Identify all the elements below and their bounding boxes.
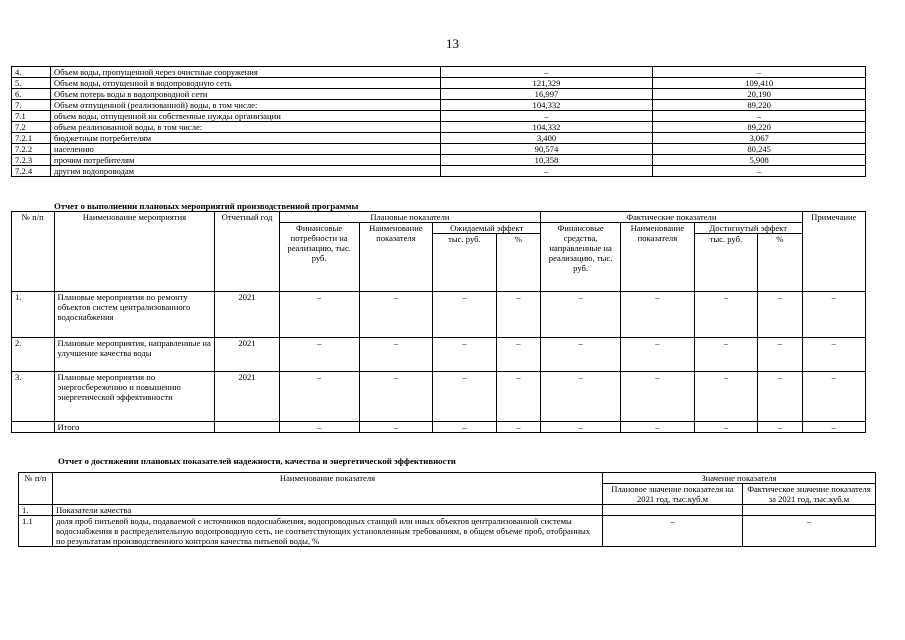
dash-cell: – xyxy=(541,422,621,433)
dash-cell: – xyxy=(694,338,757,372)
dash-cell: – xyxy=(802,338,865,372)
planned-header: Плановые показатели xyxy=(279,212,540,223)
fact-value: 89,220 xyxy=(653,122,866,133)
row-name: бюджетным потребителям xyxy=(50,133,440,144)
plan-value: – xyxy=(440,111,653,122)
measure-name: Плановые мероприятия, направленные на улучшение качества воды xyxy=(54,338,215,372)
indicator-fact xyxy=(743,505,876,516)
measure-name: Плановые мероприятия по энергосбережению и повышению энергетической эффективности xyxy=(54,372,215,422)
table-row xyxy=(12,133,866,144)
dash-cell: – xyxy=(802,422,865,433)
row-number: 7. xyxy=(12,100,51,111)
fact-ind-header: Наименование показателя xyxy=(621,223,695,292)
indicator-name: Показатели качества xyxy=(53,505,603,516)
dash-cell: – xyxy=(359,372,433,422)
row-name: Объем отпущенной (реализованной) воды, в том числе: xyxy=(50,100,440,111)
indicator-plan-header: Плановое значение показателя на 2021 год, тыс.куб.м xyxy=(603,484,743,505)
plan-value: 104,332 xyxy=(440,100,653,111)
actual-header: Фактические показатели xyxy=(541,212,802,223)
total-label: Итого xyxy=(54,422,215,433)
plan-value: 90,574 xyxy=(440,144,653,155)
col-name-header: Наименование мероприятия xyxy=(54,212,215,292)
dash-cell: – xyxy=(433,422,496,433)
section-title-indicators: Отчет о достижении плановых показателей надежности, качества и энергетической эффективности xyxy=(58,456,456,466)
dash-cell: – xyxy=(279,422,359,433)
indicator-name-header: Наименование показателя xyxy=(53,473,603,505)
dash-cell: – xyxy=(433,292,496,338)
fact-thous-header: тыс. руб. xyxy=(694,234,757,292)
row-number: 7.1 xyxy=(12,111,51,122)
row-number: 7.2 xyxy=(12,122,51,133)
fact-value: 89,220 xyxy=(653,100,866,111)
fact-value: – xyxy=(653,111,866,122)
table-row xyxy=(12,372,866,422)
indicator-number: 1. xyxy=(19,505,53,516)
measure-number: 3. xyxy=(12,372,55,422)
dash-cell: – xyxy=(694,422,757,433)
dash-cell: – xyxy=(433,372,496,422)
plan-value: 3,400 xyxy=(440,133,653,144)
row-number: 7.2.1 xyxy=(12,133,51,144)
dash-cell: – xyxy=(758,372,803,422)
fact-value: 80,245 xyxy=(653,144,866,155)
measure-year: 2021 xyxy=(215,338,279,372)
row-number: 7.2.3 xyxy=(12,155,51,166)
measure-year: 2021 xyxy=(215,292,279,338)
dash-cell: – xyxy=(802,292,865,338)
dash-cell: – xyxy=(621,292,695,338)
fact-value: 20,190 xyxy=(653,89,866,100)
col-num-header: № п/п xyxy=(12,212,55,292)
table-row xyxy=(12,166,866,177)
plan-value: 16,997 xyxy=(440,89,653,100)
table-row xyxy=(12,338,866,372)
note-header: Примечание xyxy=(802,212,865,292)
fact-value: – xyxy=(653,166,866,177)
dash-cell: – xyxy=(496,422,541,433)
dash-cell: – xyxy=(279,372,359,422)
row-number: 7.2.4 xyxy=(12,166,51,177)
dash-cell: – xyxy=(433,338,496,372)
table-row xyxy=(12,155,866,166)
row-number: 7.2.2 xyxy=(12,144,51,155)
measure-year: 2021 xyxy=(215,372,279,422)
row-name: Объем потерь воды в водопроводной сети xyxy=(50,89,440,100)
program-measures-table xyxy=(11,211,866,433)
row-name: Объем воды, отпущенной в водопроводную сеть xyxy=(50,78,440,89)
total-row xyxy=(12,422,866,433)
fact-value: 109,410 xyxy=(653,78,866,89)
dash-cell: – xyxy=(279,338,359,372)
dash-cell: – xyxy=(496,292,541,338)
total-year xyxy=(215,422,279,433)
table-row xyxy=(12,67,866,78)
plan-value: – xyxy=(440,67,653,78)
dash-cell: – xyxy=(496,372,541,422)
row-number: 4. xyxy=(12,67,51,78)
indicator-value-header: Значение показателя xyxy=(603,473,876,484)
row-name: Объем воды, пропущенной через очистные сооружения xyxy=(50,67,440,78)
indicator-num-header: № п/п xyxy=(19,473,53,505)
table-row xyxy=(12,100,866,111)
row-number: 5. xyxy=(12,78,51,89)
dash-cell: – xyxy=(279,292,359,338)
dash-cell: – xyxy=(496,338,541,372)
plan-effect-header: Ожидаемый эффект xyxy=(433,223,541,234)
dash-cell: – xyxy=(694,292,757,338)
plan-value: 121,329 xyxy=(440,78,653,89)
row-name: объем воды, отпущенной на собственные нужды организации xyxy=(50,111,440,122)
dash-cell: – xyxy=(541,338,621,372)
dash-cell: – xyxy=(758,292,803,338)
plan-pct-header: % xyxy=(496,234,541,292)
table-row xyxy=(19,505,876,516)
dash-cell: – xyxy=(359,422,433,433)
indicator-plan xyxy=(603,505,743,516)
water-volume-table xyxy=(11,66,866,177)
dash-cell: – xyxy=(621,372,695,422)
indicator-name: доля проб питьевой воды, подаваемой с источников водоснабжения, водопроводных станций или иных объектов централизованной системы водоснабжения в распределительную водопроводную сеть, не соответствующих установленным требованиям, в общем объеме проб, отобранных по результатам производственного контроля качества питьевой воды, % xyxy=(53,516,603,547)
indicator-fact: – xyxy=(743,516,876,547)
measure-name: Плановые мероприятия по ремонту объектов систем централизованного водоснабжения xyxy=(54,292,215,338)
plan-fin-header: Финансовые потребности на реализацию, тыс. руб. xyxy=(279,223,359,292)
dash-cell: – xyxy=(802,372,865,422)
indicator-plan: – xyxy=(603,516,743,547)
dash-cell: – xyxy=(621,422,695,433)
indicator-number: 1.1 xyxy=(19,516,53,547)
plan-ind-header: Наименование показателя xyxy=(359,223,433,292)
plan-thous-header: тыс. руб. xyxy=(433,234,496,292)
plan-value: 104,332 xyxy=(440,122,653,133)
table-row xyxy=(12,144,866,155)
row-name: прочим потребителям xyxy=(50,155,440,166)
col-year-header: Отчетный год xyxy=(215,212,279,292)
dash-cell: – xyxy=(541,372,621,422)
section-title-program: Отчет о выполнении плановых мероприятий производственной программы xyxy=(54,201,359,211)
dash-cell: – xyxy=(359,338,433,372)
measure-number: 2. xyxy=(12,338,55,372)
table-row xyxy=(12,122,866,133)
dash-cell: – xyxy=(541,292,621,338)
dash-cell: – xyxy=(758,338,803,372)
indicator-fact-header: Фактическое значение показателя за 2021 год, тыс.куб.м xyxy=(743,484,876,505)
table-row xyxy=(12,111,866,122)
fact-value: 3,067 xyxy=(653,133,866,144)
fact-effect-header: Достигнутый эффект xyxy=(694,223,802,234)
row-name: населению xyxy=(50,144,440,155)
fact-fin-header: Финансовые средства, направленные на реализацию, тыс. руб. xyxy=(541,223,621,292)
table-row xyxy=(12,89,866,100)
fact-pct-header: % xyxy=(758,234,803,292)
dash-cell: – xyxy=(694,372,757,422)
table-row xyxy=(19,516,876,547)
total-num xyxy=(12,422,55,433)
fact-value: 5,908 xyxy=(653,155,866,166)
row-name: объем реализованной воды, в том числе: xyxy=(50,122,440,133)
plan-value: 10,358 xyxy=(440,155,653,166)
indicators-table xyxy=(18,472,876,547)
page-number: 13 xyxy=(446,36,459,51)
dash-cell: – xyxy=(359,292,433,338)
table-row xyxy=(12,292,866,338)
row-name: другим водопроводам xyxy=(50,166,440,177)
dash-cell: – xyxy=(758,422,803,433)
table-row xyxy=(12,78,866,89)
fact-value: – xyxy=(653,67,866,78)
row-number: 6. xyxy=(12,89,51,100)
measure-number: 1. xyxy=(12,292,55,338)
dash-cell: – xyxy=(621,338,695,372)
plan-value: – xyxy=(440,166,653,177)
